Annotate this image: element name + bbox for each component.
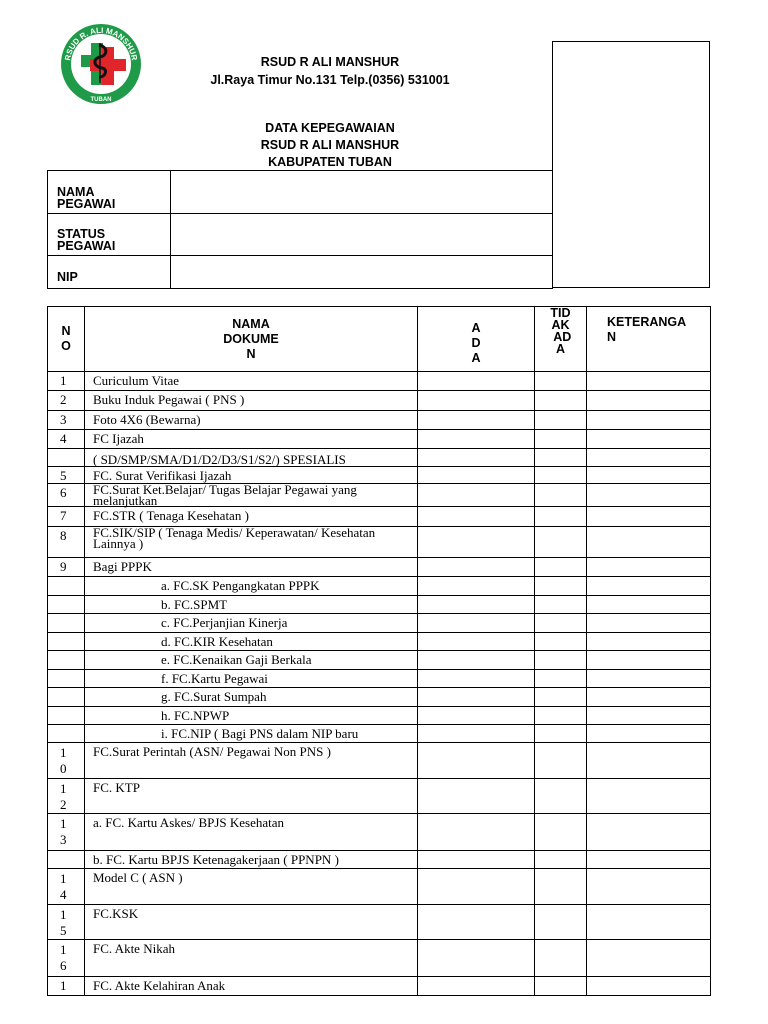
document-name: Buku Induk Pegawai ( PNS )	[85, 391, 418, 411]
tidak-ada-checkbox-cell[interactable]	[535, 940, 587, 977]
keterangan-cell[interactable]	[587, 391, 711, 411]
ada-checkbox-cell[interactable]	[418, 391, 535, 411]
employee-name-field[interactable]	[171, 171, 553, 214]
logo-text-top: RSUD R. ALI MANSHUR	[63, 25, 139, 62]
document-name: f. FC.Kartu Pegawai	[85, 670, 418, 688]
keterangan-cell[interactable]	[587, 707, 711, 725]
ada-checkbox-cell[interactable]	[418, 558, 535, 577]
row-number: 1 6	[48, 940, 85, 977]
document-name: a. FC. Kartu Askes/ BPJS Kesehatan	[85, 814, 418, 851]
tidak-ada-checkbox-cell[interactable]	[535, 527, 587, 558]
tidak-ada-checkbox-cell[interactable]	[535, 596, 587, 614]
tidak-ada-checkbox-cell[interactable]	[535, 430, 587, 449]
row-number: 2	[48, 391, 85, 411]
tidak-ada-checkbox-cell[interactable]	[535, 507, 587, 527]
employee-nip-row	[48, 256, 553, 289]
row-number: 7	[48, 507, 85, 527]
row-number: 1	[48, 372, 85, 391]
ada-checkbox-cell[interactable]	[418, 577, 535, 596]
row-number: 1 0	[48, 743, 85, 779]
table-row	[48, 449, 711, 467]
header-keterangan: KETERANGA N	[587, 307, 711, 372]
ada-checkbox-cell[interactable]	[418, 633, 535, 651]
document-title-line2: RSUD R ALI MANSHUR	[260, 138, 400, 152]
row-number	[48, 688, 85, 707]
document-name: h. FC.NPWP	[85, 707, 418, 725]
ada-checkbox-cell[interactable]	[418, 725, 535, 743]
document-name: ( SD/SMP/SMA/D1/D2/D3/S1/S2/) SPESIALIS	[85, 449, 418, 467]
document-name: g. FC.Surat Sumpah	[85, 688, 418, 707]
row-number: 1 4	[48, 869, 85, 905]
keterangan-cell[interactable]	[587, 814, 711, 851]
document-name: Curiculum Vitae	[85, 372, 418, 391]
photo-box	[552, 41, 710, 288]
table-row	[48, 851, 711, 869]
document-name: b. FC.SPMT	[85, 596, 418, 614]
ada-checkbox-cell[interactable]	[418, 743, 535, 779]
tidak-ada-checkbox-cell[interactable]	[535, 449, 587, 467]
tidak-ada-checkbox-cell[interactable]	[535, 725, 587, 743]
tidak-ada-checkbox-cell[interactable]	[535, 814, 587, 851]
document-name: i. FC.NIP ( Bagi PNS dalam NIP baru	[85, 725, 418, 743]
document-name: Foto 4X6 (Bewarna)	[85, 411, 418, 430]
tidak-ada-checkbox-cell[interactable]	[535, 688, 587, 707]
row-number: 1	[48, 977, 85, 996]
document-name: FC. KTP	[85, 779, 418, 814]
table-row	[48, 467, 711, 484]
document-name: Model C ( ASN )	[85, 869, 418, 905]
employee-name-row	[48, 171, 553, 214]
ada-checkbox-cell[interactable]	[418, 614, 535, 633]
ada-checkbox-cell[interactable]	[418, 977, 535, 996]
table-row	[48, 372, 711, 391]
document-title-line1: DATA KEPEGAWAIAN	[265, 121, 395, 135]
row-number	[48, 725, 85, 743]
ada-checkbox-cell[interactable]	[418, 372, 535, 391]
keterangan-cell[interactable]	[587, 430, 711, 449]
keterangan-cell[interactable]	[587, 977, 711, 996]
tidak-ada-checkbox-cell[interactable]	[535, 779, 587, 814]
ada-checkbox-cell[interactable]	[418, 851, 535, 869]
document-name: c. FC.Perjanjian Kinerja	[85, 614, 418, 633]
document-name: FC.STR ( Tenaga Kesehatan )	[85, 507, 418, 527]
tidak-ada-checkbox-cell[interactable]	[535, 467, 587, 484]
employee-nip-field[interactable]	[171, 256, 553, 289]
tidak-ada-checkbox-cell[interactable]	[535, 743, 587, 779]
row-number	[48, 651, 85, 670]
document-name: FC. Akte Kelahiran Anak	[85, 977, 418, 996]
keterangan-cell[interactable]	[587, 651, 711, 670]
table-row	[48, 633, 711, 651]
tidak-ada-checkbox-cell[interactable]	[535, 391, 587, 411]
table-row	[48, 688, 711, 707]
keterangan-cell[interactable]	[587, 596, 711, 614]
table-row	[48, 430, 711, 449]
document-name: FC Ijazah	[85, 430, 418, 449]
ada-checkbox-cell[interactable]	[418, 905, 535, 940]
keterangan-cell[interactable]	[587, 633, 711, 651]
document-rows	[48, 372, 711, 996]
tidak-ada-checkbox-cell[interactable]	[535, 670, 587, 688]
row-number	[48, 614, 85, 633]
document-name: FC.SIK/SIP ( Tenaga Medis/ Keperawatan/ Kesehatan Lainnya )	[85, 527, 418, 558]
document-name: FC. Akte Nikah	[85, 940, 418, 977]
ada-checkbox-cell[interactable]	[418, 707, 535, 725]
table-row	[48, 527, 711, 558]
keterangan-cell[interactable]	[587, 851, 711, 869]
row-number: 1 5	[48, 905, 85, 940]
document-name: FC. Surat Verifikasi Ijazah	[85, 467, 418, 484]
keterangan-cell[interactable]	[587, 467, 711, 484]
header-ada: A D A	[418, 307, 535, 372]
document-name: FC.Surat Ket.Belajar/ Tugas Belajar Pegawai yang melanjutkan	[85, 484, 418, 507]
ada-checkbox-cell[interactable]	[418, 670, 535, 688]
keterangan-cell[interactable]	[587, 614, 711, 633]
keterangan-cell[interactable]	[587, 411, 711, 430]
employee-info-table	[47, 170, 553, 289]
row-number	[48, 596, 85, 614]
table-row	[48, 743, 711, 779]
tidak-ada-checkbox-cell[interactable]	[535, 484, 587, 507]
employee-status-field[interactable]	[171, 214, 553, 256]
ada-checkbox-cell[interactable]	[418, 869, 535, 905]
document-name: FC.Surat Perintah (ASN/ Pegawai Non PNS )	[85, 743, 418, 779]
table-row	[48, 940, 711, 977]
keterangan-cell[interactable]	[587, 527, 711, 558]
hospital-address: Jl.Raya Timur No.131 Telp.(0356) 531001	[210, 73, 450, 87]
table-row	[48, 391, 711, 411]
tidak-ada-checkbox-cell[interactable]	[535, 651, 587, 670]
keterangan-cell[interactable]	[587, 743, 711, 779]
ada-checkbox-cell[interactable]	[418, 430, 535, 449]
ada-checkbox-cell[interactable]	[418, 596, 535, 614]
tidak-ada-checkbox-cell[interactable]	[535, 851, 587, 869]
row-number	[48, 633, 85, 651]
table-row	[48, 707, 711, 725]
ada-checkbox-cell[interactable]	[418, 940, 535, 977]
table-row	[48, 869, 711, 905]
row-number	[48, 449, 85, 467]
row-number	[48, 670, 85, 688]
table-row	[48, 614, 711, 633]
row-number: 6	[48, 484, 85, 507]
employee-name-label: NAMA PEGAWAI	[48, 171, 171, 214]
row-number: 3	[48, 411, 85, 430]
table-row	[48, 484, 711, 507]
keterangan-cell[interactable]	[587, 940, 711, 977]
ada-checkbox-cell[interactable]	[418, 651, 535, 670]
table-header-row	[48, 307, 711, 372]
tidak-ada-checkbox-cell[interactable]	[535, 558, 587, 577]
tidak-ada-checkbox-cell[interactable]	[535, 977, 587, 996]
keterangan-cell[interactable]	[587, 725, 711, 743]
table-row	[48, 577, 711, 596]
ada-checkbox-cell[interactable]	[418, 779, 535, 814]
table-row	[48, 725, 711, 743]
employee-status-row	[48, 214, 553, 256]
table-row	[48, 507, 711, 527]
document-name: b. FC. Kartu BPJS Ketenagakerjaan ( PPNPN )	[85, 851, 418, 869]
document-title-line3: KABUPATEN TUBAN	[268, 155, 392, 169]
logo-text-bottom: TUBAN	[90, 97, 112, 103]
row-number	[48, 707, 85, 725]
document-checklist-table	[47, 306, 711, 996]
employee-status-label: STATUS PEGAWAI	[48, 214, 171, 256]
table-row	[48, 670, 711, 688]
tidak-ada-checkbox-cell[interactable]	[535, 372, 587, 391]
keterangan-cell[interactable]	[587, 507, 711, 527]
ada-checkbox-cell[interactable]	[418, 411, 535, 430]
document-name: FC.KSK	[85, 905, 418, 940]
keterangan-cell[interactable]	[587, 372, 711, 391]
tidak-ada-checkbox-cell[interactable]	[535, 905, 587, 940]
document-name: d. FC.KIR Kesehatan	[85, 633, 418, 651]
tidak-ada-checkbox-cell[interactable]	[535, 707, 587, 725]
table-row	[48, 411, 711, 430]
table-row	[48, 977, 711, 996]
hospital-logo	[56, 23, 146, 105]
keterangan-cell[interactable]	[587, 577, 711, 596]
row-number: 5	[48, 467, 85, 484]
tidak-ada-checkbox-cell[interactable]	[535, 633, 587, 651]
table-row	[48, 596, 711, 614]
table-row	[48, 651, 711, 670]
row-number: 9	[48, 558, 85, 577]
document-name: a. FC.SK Pengangkatan PPPK	[85, 577, 418, 596]
row-number	[48, 577, 85, 596]
keterangan-cell[interactable]	[587, 484, 711, 507]
employee-nip-label: NIP	[48, 256, 171, 289]
keterangan-cell[interactable]	[587, 905, 711, 940]
keterangan-cell[interactable]	[587, 558, 711, 577]
row-number	[48, 851, 85, 869]
keterangan-cell[interactable]	[587, 688, 711, 707]
tidak-ada-checkbox-cell[interactable]	[535, 577, 587, 596]
table-row	[48, 558, 711, 577]
ada-checkbox-cell[interactable]	[418, 467, 535, 484]
tidak-ada-checkbox-cell[interactable]	[535, 614, 587, 633]
row-number: 4	[48, 430, 85, 449]
ada-checkbox-cell[interactable]	[418, 814, 535, 851]
document-name: Bagi PPPK	[85, 558, 418, 577]
ada-checkbox-cell[interactable]	[418, 688, 535, 707]
row-number: 8	[48, 527, 85, 558]
hospital-name: RSUD R ALI MANSHUR	[260, 55, 400, 69]
table-row	[48, 814, 711, 851]
header-document-name: NAMA DOKUME N	[85, 307, 418, 372]
ada-checkbox-cell[interactable]	[418, 484, 535, 507]
keterangan-cell[interactable]	[587, 449, 711, 467]
keterangan-cell[interactable]	[587, 670, 711, 688]
ada-checkbox-cell[interactable]	[418, 507, 535, 527]
ada-checkbox-cell[interactable]	[418, 527, 535, 558]
header-no: N O	[48, 307, 85, 372]
header-tidak-ada: TID AK AD A	[535, 307, 587, 372]
table-row	[48, 905, 711, 940]
table-row	[48, 779, 711, 814]
row-number: 1 3	[48, 814, 85, 851]
keterangan-cell[interactable]	[587, 779, 711, 814]
ada-checkbox-cell[interactable]	[418, 449, 535, 467]
keterangan-cell[interactable]	[587, 869, 711, 905]
row-number: 1 2	[48, 779, 85, 814]
tidak-ada-checkbox-cell[interactable]	[535, 411, 587, 430]
document-name: e. FC.Kenaikan Gaji Berkala	[85, 651, 418, 670]
tidak-ada-checkbox-cell[interactable]	[535, 869, 587, 905]
